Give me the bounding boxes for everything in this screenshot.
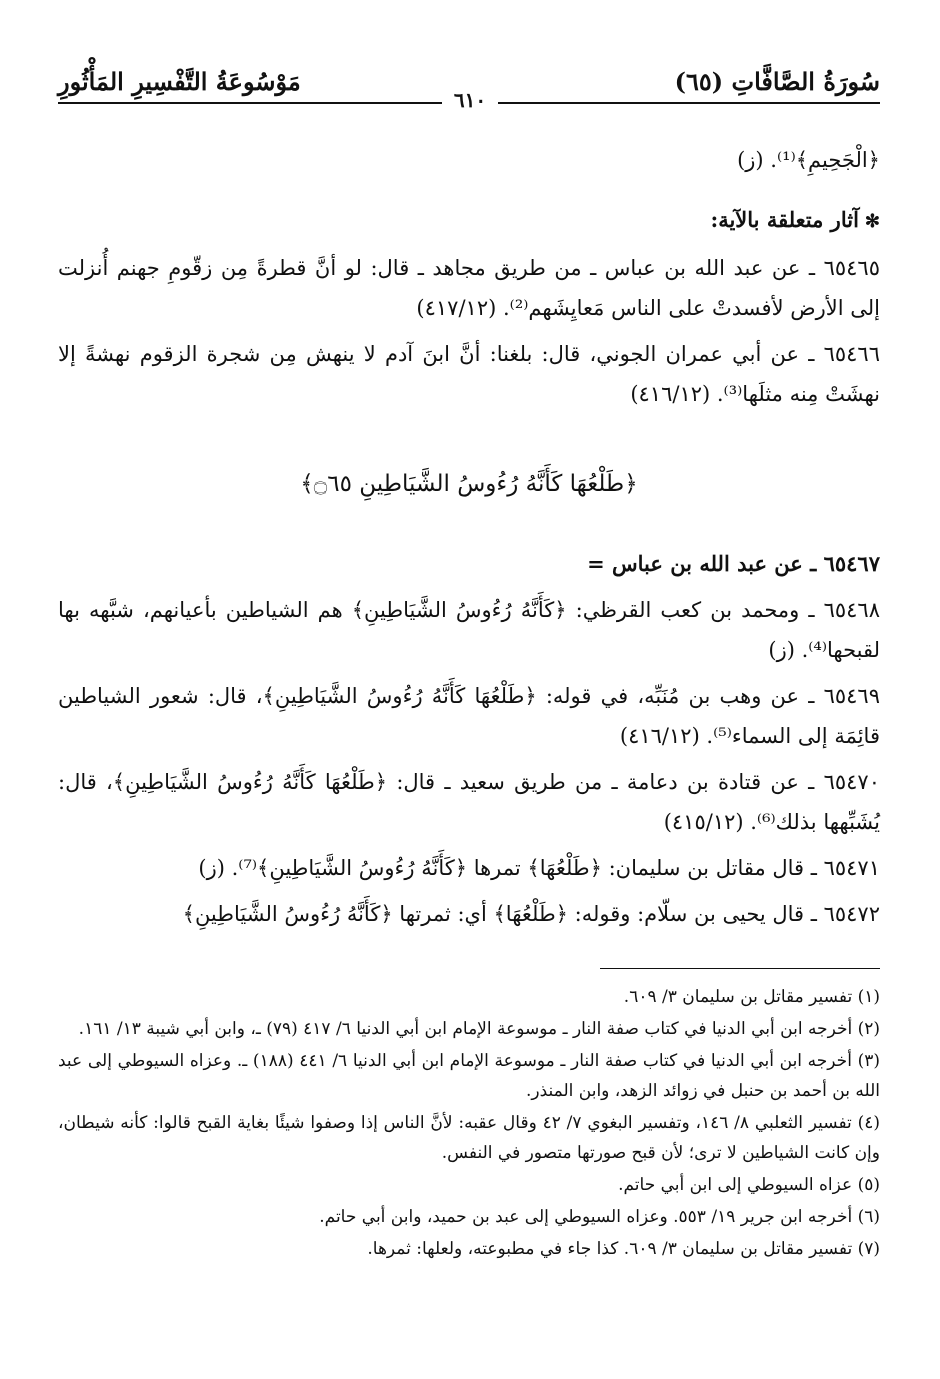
footnote-3: (٣) أخرجه ابن أبي الدنيا في كتاب صفة النار ـ موسوعة الإمام ابن أبي الدنيا ٦/ ٤٤١ (١٨٨) ـ. وعزاه السيوطي إلى عبد الله بن أحمد بن حنبل في زوائد الزهد، وابن المنذر. [58, 1051, 880, 1101]
narration-65469: ٦٥٤٦٩ ـ عن وهب بن مُنَبِّه، في قوله: ﴿طَلْعُهَا كَأَنَّهُ رُءُوسُ الشَّيَاطِينِ﴾، قال: شعور الشياطين قائِمَة إلى السماء⁽⁵⁾. (٤١٦/١٢) [58, 684, 880, 748]
narration-65465: ٦٥٤٦٥ ـ عن عبد الله بن عباس ـ من طريق مجاهد ـ قال: لو أنَّ قطرةً مِن زقّومِ جهنم أُنزلت إلى الأرض لأفسدتْ على الناس مَعايِشَهم⁽²⁾. (٤١٧/١٢) [58, 256, 880, 320]
quran-verse: ﴿طَلْعُهَا كَأَنَّهُ رُءُوسُ الشَّيَاطِينِ ۝٦٥﴾ [300, 471, 638, 497]
footnotes [58, 982, 880, 1266]
narration-65467: ٦٥٤٦٧ ـ عن عبد الله بن عباس = [587, 551, 880, 576]
footnote-4: (٤) تفسير الثعلبي ٨/ ١٤٦، وتفسير البغوي ٧/ ٤٢ وقال عقبه: لأنَّ الناس إذا وصفوا شيئًا بغاية القبح قالوا: كأنه شيطان، وإن كانت الشياطين لا ترى؛ لأن قبح صورتها متصور في النفس. [58, 1113, 880, 1163]
narration-65471: ٦٥٤٧١ ـ قال مقاتل بن سليمان: ﴿طَلْعُهَا﴾ تمرها ﴿كَأَنَّهُ رُءُوسُ الشَّيَاطِينِ﴾⁽⁷⁾. (ز) [198, 856, 880, 880]
section-heading-text: آثار متعلقة بالآية: [710, 207, 859, 232]
narration-65472: ٦٥٤٧٢ ـ قال يحيى بن سلّام: وقوله: ﴿طَلْعُهَا﴾ أي: ثمرتها ﴿كَأَنَّهُ رُءُوسُ الشَّيَاطِينِ﴾ [182, 902, 880, 926]
footnote-6: (٦) أخرجه ابن جرير ١٩/ ٥٥٣. وعزاه السيوطي إلى عبد بن حميد، وابن أبي حاتم. [319, 1207, 880, 1227]
ornament-star-icon: ✻ [864, 211, 880, 232]
narration-65466: ٦٥٤٦٦ ـ عن أبي عمران الجوني، قال: بلغنا: أنَّ ابنَ آدم لا ينهش مِن شجرة الزقوم نهشةً إلا نهشَتْ مِنه مثلَها⁽³⁾. (٤١٦/١٢) [58, 342, 880, 406]
continuation-line: ﴿الْجَحِيمِ﴾⁽¹⁾. (ز) [737, 148, 880, 172]
footnote-separator [600, 968, 880, 969]
footnote-5: (٥) عزاه السيوطي إلى ابن أبي حاتم. [618, 1175, 880, 1195]
page-number: ٦١٠ [442, 88, 498, 112]
section-heading [58, 200, 880, 242]
header-surah-title: سُورَةُ الصَّافَّاتِ (٦٥) [674, 66, 880, 96]
narration-65468: ٦٥٤٦٨ ـ ومحمد بن كعب القرظي: ﴿كَأَنَّهُ رُءُوسُ الشَّيَاطِينِ﴾ هم الشياطين بأعيانهم، شبَّهه بها لقبحها⁽⁴⁾. (ز) [58, 598, 880, 662]
footnote-7: (٧) تفسير مقاتل بن سليمان ٣/ ٦٠٩. كذا جاء في مطبوعته، ولعلها: ثمرها. [367, 1239, 880, 1259]
main-text [58, 140, 880, 934]
page-number-wrap [0, 88, 940, 112]
narration-65470: ٦٥٤٧٠ ـ عن قتادة بن دعامة ـ من طريق سعيد ـ قال: ﴿طَلْعُهَا كَأَنَّهُ رُءُوسُ الشَّيَاطِينِ﴾، قال: يُشَبِّهها بذلك⁽⁶⁾. (٤١٥/١٢) [58, 770, 880, 834]
footnote-1: (١) تفسير مقاتل بن سليمان ٣/ ٦٠٩. [623, 987, 880, 1007]
header-book-title: مَوْسُوعَةُ التَّفْسِيرِ المَأْثُورِ [58, 66, 301, 96]
footnote-2: (٢) أخرجه ابن أبي الدنيا في كتاب صفة النار ـ موسوعة الإمام ابن أبي الدنيا ٦/ ٤١٧ (٧٩) ـ، وابن أبي شيبة ١٣/ ١٦١. [78, 1019, 880, 1039]
